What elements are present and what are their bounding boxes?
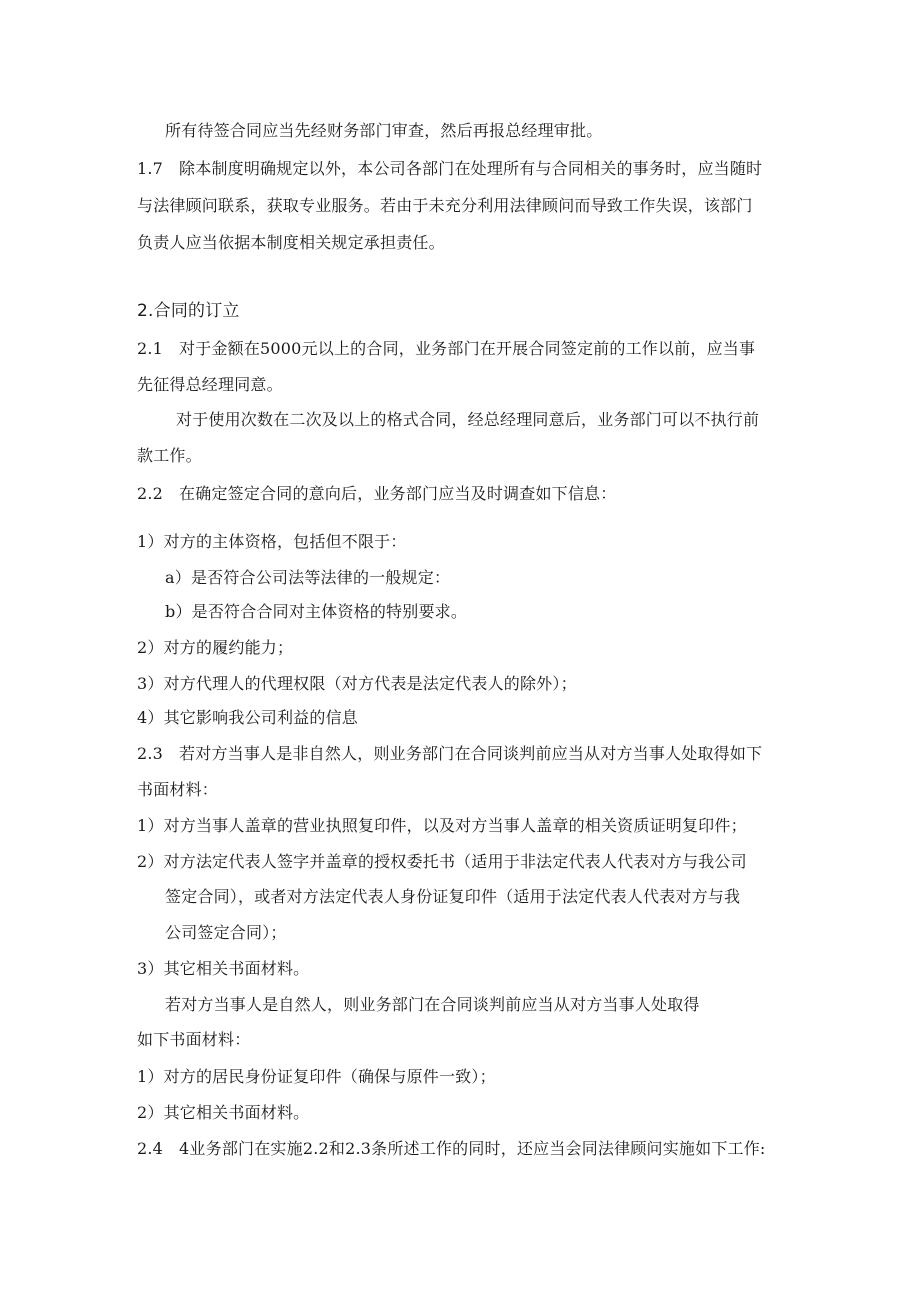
paragraph-line: 若对方当事人是非自然人，则业务部门在合同谈判前应当从对方当事人处取得如下 <box>179 744 763 763</box>
paragraph-line: 对于使用次数在二次及以上的格式合同，经总经理同意后，业务部门可以不执行前 <box>176 410 760 429</box>
list-item-continuation: 公司签定合同）； <box>165 923 287 942</box>
clause-number: 2.4 <box>137 1139 164 1158</box>
clause-2-2 <box>137 484 616 504</box>
sub-list-item: b）是否符合合同对主体资格的特别要求。 <box>165 602 468 621</box>
paragraph-line: 款工作。 <box>137 446 202 465</box>
paragraph-line: 对于金额在5000元以上的合同，业务部门在开展合同签定前的工作以前，应当事 <box>179 339 756 358</box>
clause-2-3 <box>137 744 762 764</box>
clause-1-7 <box>137 159 762 179</box>
section-heading: 2.合同的订立 <box>137 301 240 321</box>
list-item: 1）对方的主体资格，包括但不限于： <box>137 532 407 551</box>
list-item: 3）其它相关书面材料。 <box>137 959 310 978</box>
list-item: 4）其它影响我公司利益的信息 <box>137 708 358 727</box>
paragraph-line: 所有待签合同应当先经财务部门审查，然后再报总经理审批。 <box>165 121 603 140</box>
clause-number: 2.3 <box>137 744 164 763</box>
list-item: 3）对方代理人的代理权限（对方代表是法定代表人的除外）； <box>137 674 577 693</box>
paragraph-line: 4业务部门在实施2.2和2.3条所述工作的同时，还应当会同法律顾问实施如下工作: <box>179 1139 766 1158</box>
paragraph-line: 书面材料： <box>137 780 219 799</box>
sub-list-item: a）是否符合公司法等法律的一般规定： <box>165 568 451 587</box>
list-item: 1）对方的居民身份证复印件（确保与原件一致）； <box>137 1067 496 1086</box>
paragraph-line: 负责人应当依据本制度相关规定承担责任。 <box>137 233 445 252</box>
paragraph-line: 若对方当事人是自然人，则业务部门在合同谈判前应当从对方当事人处取得 <box>165 995 700 1014</box>
list-item: 1）对方当事人盖章的营业执照复印件，以及对方当事人盖章的相关资质证明复印件； <box>137 816 747 835</box>
list-item-continuation: 签定合同），或者对方法定代表人身份证复印件（适用于法定代表人代表对方与我 <box>165 887 741 906</box>
clause-2-1 <box>137 339 755 359</box>
list-item: 2）其它相关书面材料。 <box>137 1103 310 1122</box>
paragraph-line: 在确定签定合同的意向后，业务部门应当及时调查如下信息： <box>179 484 617 503</box>
clause-2-4 <box>137 1139 766 1159</box>
paragraph-line: 除本制度明确规定以外，本公司各部门在处理所有与合同相关的事务时，应当随时 <box>179 159 763 178</box>
clause-number: 2.2 <box>137 484 164 503</box>
paragraph-line: 如下书面材料： <box>137 1030 251 1049</box>
paragraph-line: 与法律顾问联系，获取专业服务。若由于未充分利用法律顾问而导致工作失误，该部门 <box>137 196 753 215</box>
clause-number: 2.1 <box>137 339 164 358</box>
clause-number: 1.7 <box>137 159 164 178</box>
list-item: 2）对方法定代表人签字并盖章的授权委托书（适用于非法定代表人代表对方与我公司 <box>137 852 747 871</box>
paragraph-line: 先征得总经理同意。 <box>137 375 283 394</box>
list-item: 2）对方的履约能力； <box>137 638 294 657</box>
